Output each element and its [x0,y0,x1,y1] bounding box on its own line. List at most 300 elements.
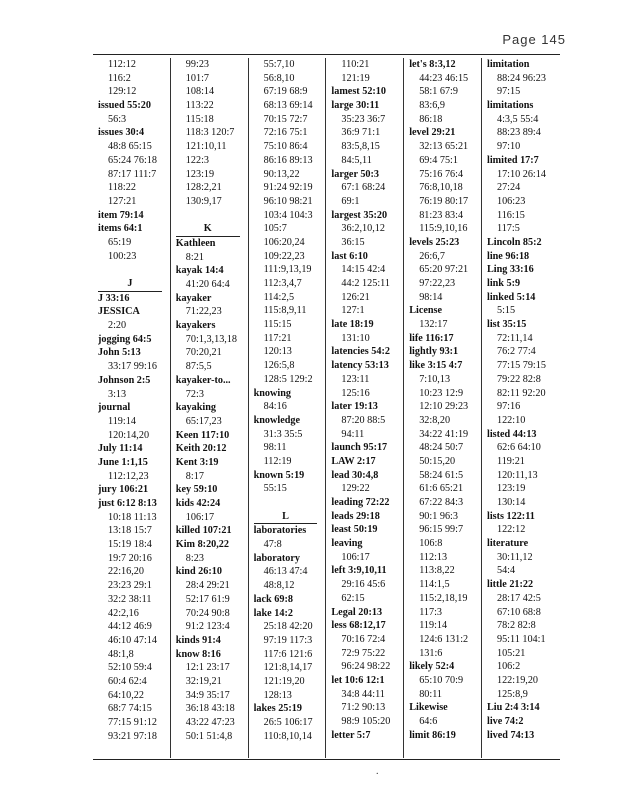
index-reference: 106:2 [496,661,521,673]
index-reference: 96:15 99:7 [419,524,464,536]
index-headword: Lincoln 85:2 [486,236,542,248]
index-headword: Kim 8:20,22 [175,539,229,551]
index-reference: 30:11,12 [496,551,533,563]
index-headword: knowledge [253,414,301,426]
index-reference: 52:17 61:9 [185,593,230,605]
index-reference: 76:2 77:4 [496,346,536,358]
index-headword: launch 95:17 [331,442,388,454]
index-reference: 127:21 [108,195,137,207]
index-reference: 14:15 42:4 [341,264,386,276]
index-headword: lamest 52:10 [331,86,386,98]
index-headword: July 11:14 [98,443,143,455]
index-reference: 97:10 [496,141,521,153]
index-reference: 125:16 [341,387,370,399]
index-reference: 46:13 47:4 [263,566,308,578]
index-reference: 69:4 75:1 [419,154,458,166]
index-reference: 44:12 46:9 [108,621,152,633]
index-reference: 77:15 91:12 [108,717,157,728]
index-column-1 [93,58,171,758]
index-reference: 122:19,20 [496,674,539,686]
index-headword: lived 74:13 [486,729,535,741]
index-headword: just 6:12 8:13 [98,498,157,509]
index-reference: 55:15 [263,483,287,495]
index-reference: 105:7 [263,223,287,235]
index-reference: 98:11 [263,442,287,454]
index-reference: 8:21 [185,251,204,263]
index-reference: 117:21 [263,332,292,344]
index-reference: 67:22 84:3 [419,497,464,508]
index-reference: 13:18 15:7 [108,525,152,537]
index-reference: 34:9 35:17 [185,689,230,701]
index-reference: 95:11 104:1 [496,633,546,645]
index-reference: 67:19 68:9 [263,86,308,98]
index-reference: 10:23 12:9 [419,387,464,399]
index-reference: 115:18 [185,113,214,125]
index-reference: 65:17,23 [185,415,222,427]
index-reference: 101:7 [185,72,210,84]
index-reference: 106:17 [341,551,370,563]
index-reference: 88:23 89:4 [496,127,541,139]
index-headword: little 21:22 [486,579,534,591]
index-reference: 26:5 106:17 [263,717,313,728]
index-reference: 62:15 [341,592,365,604]
index-reference: 17:10 26:14 [496,168,546,180]
index-reference: 44:23 46:15 [419,72,469,84]
index-reference: 117:6 121:6 [263,648,313,660]
index-headword: kayakers [175,320,216,332]
index-headword: linked 5:14 [486,291,536,303]
index-headword: laboratories [253,525,307,537]
index-headword: life 116:17 [409,332,454,344]
index-reference: 50:15,20 [419,455,456,467]
index-reference: 58:24 61:5 [419,469,464,481]
index-reference: 79:22 82:8 [496,373,541,385]
index-reference: 112:19 [263,455,292,467]
index-headword: link 5:9 [486,278,521,289]
index-headword: level 29:21 [409,127,456,139]
index-reference: 32:13 65:21 [419,141,469,153]
index-headword: likely 52:4 [409,661,455,673]
index-headword: LAW 2:17 [331,455,376,467]
index-reference: 83:5,8,15 [341,141,380,153]
index-reference: 76:19 80:17 [419,195,469,207]
index-headword: J 33:16 [98,292,130,304]
index-headword: lightly 93:1 [409,346,459,358]
index-headword: less 68:12,17 [331,620,386,632]
index-reference: 127:1 [341,305,365,317]
index-reference: 118:3 120:7 [185,127,235,139]
index-reference: 28:4 29:21 [185,580,230,592]
index-headword: larger 50:3 [331,168,380,180]
index-reference: 54:4 [496,565,516,577]
index-headword: John 5:13 [98,347,141,359]
index-headword: limitations [486,100,534,112]
index-reference: 15:19 18:4 [108,539,152,551]
index-reference: 55:7,10 [263,59,295,70]
index-reference: 131:10 [341,332,370,344]
index-reference: 124:6 131:2 [419,633,469,645]
index-reference: 96:10 98:21 [263,195,313,207]
index-reference: 109:22,23 [263,250,305,262]
index-reference: 106:20,24 [263,236,305,248]
index-reference: 48:1,8 [108,648,134,660]
index-reference: 84:5,11 [341,154,372,166]
index-headword: Johnson 2:5 [98,374,151,386]
index-reference: 64:6 [419,716,438,727]
index-reference: 96:24 98:22 [341,661,391,673]
index-reference: 46:10 47:14 [108,634,157,646]
index-reference: 62:6 64:10 [496,442,541,454]
index-reference: 2:20 [108,320,127,332]
index-headword: Kent 3:19 [175,456,219,468]
index-reference: 48:24 50:7 [419,442,464,454]
section-letter-heading: J [98,277,162,292]
index-headword: June 1:1,15 [98,456,148,468]
index-reference: 98:14 [419,291,443,303]
index-reference: 70:16 72:4 [341,633,386,645]
index-reference: 88:24 96:23 [496,72,546,84]
index-reference: 42:2,16 [108,607,139,619]
index-reference: 117:3 [419,606,443,618]
index-reference: 90:1 96:3 [419,510,458,522]
index-headword: line 96:18 [486,250,530,262]
index-headword: lack 69:8 [253,593,293,605]
index-reference: 32:2 38:11 [108,593,152,605]
index-reference: 67:1 68:24 [341,182,386,194]
index-reference: 91:2 123:4 [185,621,230,633]
index-headword: License [409,305,443,317]
index-reference: 28:17 42:5 [496,592,541,604]
index-column-2 [171,58,249,758]
index-reference: 82:11 92:20 [496,387,546,399]
index-reference: 70:24 90:8 [185,607,230,619]
index-reference: 120:11,13 [496,469,538,481]
index-reference: 119:14 [108,415,136,427]
index-reference: 25:18 42:20 [263,621,313,633]
index-reference: 58:1 67:9 [419,86,458,98]
index-headword: items 64:1 [98,223,143,235]
index-reference: 90:13,22 [263,168,300,180]
index-headword: kayaking [175,402,216,414]
index-headword: known 5:19 [253,469,305,481]
index-reference: 106:23 [496,195,526,207]
index-reference: 122:12 [496,524,526,536]
index-column-6 [482,58,560,758]
index-headword: listed 44:13 [486,428,537,440]
index-reference: 61:6 65:21 [419,483,464,495]
index-reference: 83:6,9 [419,100,445,112]
index-reference: 117:5 [496,223,520,235]
index-headword: kind 26:10 [175,566,222,578]
index-reference: 87:20 88:5 [341,414,386,426]
index-headword: JESSICA [98,306,140,318]
index-reference: 87:17 111:7 [108,168,157,180]
index-reference: 77:15 79:15 [496,360,546,372]
index-reference: 32:8,20 [419,414,451,426]
index-reference: 8:17 [185,470,204,482]
footer-mark: . [376,766,379,777]
index-reference: 12:10 29:23 [419,401,469,413]
index-reference: 114:2,5 [263,291,295,303]
index-headword: key 59:10 [175,484,218,496]
index-reference: 118:22 [108,182,136,194]
index-reference: 114:1,5 [419,579,450,591]
index-headword: Ling 33:16 [486,264,534,276]
index-reference: 60:4 62:4 [108,675,147,687]
index-reference: 100:23 [108,250,137,262]
index-reference: 44:2 125:11 [341,278,390,289]
index-reference: 64:10,22 [108,689,144,701]
index-reference: 3:13 [108,388,127,400]
index-reference: 97:16 [496,401,521,413]
index-headword: Keith 20:12 [175,443,227,455]
index-reference: 112:12,23 [108,470,149,482]
index-column-3 [249,58,327,758]
index-reference: 29:16 45:6 [341,579,386,591]
index-reference: 120:14,20 [108,429,150,441]
index-reference: 76:8,10,18 [419,182,463,194]
index-reference: 129:12 [108,86,137,98]
index-headword: lakes 25:19 [253,703,302,715]
index-column-4 [326,58,404,758]
index-reference: 123:11 [341,373,370,385]
index-reference: 5:15 [496,305,516,317]
index-reference: 130:9,17 [185,195,222,207]
index-headword: issues 30:4 [98,127,145,139]
index-headword: lead 30:4,8 [331,469,379,481]
index-headword: largest 35:20 [331,209,388,221]
index-reference: 26:6,7 [419,250,445,262]
index-reference: 36:2,10,12 [341,223,385,235]
index-headword: Legal 20:13 [331,606,383,618]
index-reference: 108:14 [185,86,215,98]
index-reference: 106:17 [185,511,215,523]
index-headword: large 30:11 [331,100,380,112]
index-reference: 72:11,14 [496,332,533,344]
index-headword: item 79:14 [98,209,144,221]
index-reference: 47:8 [263,539,282,551]
index-reference: 86:18 [419,113,443,125]
index-reference: 125:8,9 [496,688,528,700]
index-reference [254,496,326,510]
index-headword: kayaker-to... [175,374,231,386]
index-headword: literature [486,538,529,550]
index-reference: 116:2 [108,72,131,84]
index-reference: 19:7 20:16 [108,552,152,564]
index-reference: 50:1 51:4,8 [185,730,233,742]
index-reference: 86:16 89:13 [263,154,313,166]
index-reference: 81:23 83:4 [419,209,464,221]
index-reference: 84:16 [263,401,287,413]
index-headword: issued 55:20 [98,100,151,112]
index-reference: 110:21 [341,59,370,70]
index-headword: limited 17:7 [486,154,539,166]
index-reference: 71:22,23 [185,306,222,318]
index-reference: 112:13 [419,551,448,563]
index-headword: leads 29:18 [331,510,380,522]
index-headword: Likewise [409,702,448,714]
index-reference: 105:21 [496,647,526,659]
index-headword: killed 107:21 [175,525,232,537]
index-reference [176,209,248,223]
index-reference: 65:20 97:21 [419,264,469,276]
index-reference: 121:19 [341,72,370,84]
index-reference: 122:3 [185,154,210,166]
index-headword: kayak 14:4 [175,265,224,277]
index-headword: kayaker [175,292,212,304]
index-headword: jogging 64:5 [98,333,152,345]
index-headword: let 10:6 12:1 [331,674,385,686]
index-reference: 78:2 82:8 [496,620,536,632]
index-reference: 116:15 [496,209,525,221]
index-reference: 67:10 68:8 [496,606,541,618]
index-headword: latency 53:13 [331,360,389,372]
index-reference: 129:22 [341,483,370,495]
index-reference: 91:24 92:19 [263,182,313,194]
index-reference: 115:2,18,19 [419,592,468,604]
index-reference: 128:13 [263,689,292,701]
index-reference: 72:16 75:1 [263,127,308,139]
index-headword: jury 106:21 [98,484,149,496]
index-reference: 68:7 74:15 [108,703,152,715]
index-reference: 48:8,12 [263,580,295,592]
index-reference: 36:9 71:1 [341,127,381,139]
index-reference: 113:8,22 [419,565,455,577]
index-headword: latencies 54:2 [331,346,390,358]
index-reference: 56:3 [108,113,127,125]
index-reference: 132:17 [419,319,448,331]
section-letter-heading: L [254,510,318,525]
index-headword: let's 8:3,12 [409,59,456,70]
index-reference: 97:19 117:3 [263,634,313,646]
index-reference: 121:19,20 [263,675,305,687]
index-reference: 110:8,10,14 [263,730,312,742]
index-reference: 97:22,23 [419,278,456,289]
index-reference [98,263,170,277]
index-headword: lake 14:2 [253,607,293,619]
index-reference: 123:19 [496,483,526,495]
index-reference: 65:19 [108,236,132,248]
index-reference: 75:16 76:4 [419,168,464,180]
index-reference: 71:2 90:13 [341,702,386,714]
index-reference: 69:1 [341,195,360,207]
index-headword: kids 42:24 [175,498,221,509]
index-headword: limitation [486,59,530,70]
index-reference: 8:23 [185,552,204,564]
index-headword: left 3:9,10,11 [331,565,387,577]
index-reference: 41:20 64:4 [185,279,230,290]
index-headword: like 3:15 4:7 [409,360,463,372]
index-reference: 128:5 129:2 [263,373,313,385]
index-reference: 70:20,21 [185,347,222,359]
index-reference: 121:8,14,17 [263,662,313,674]
page-number: Page 145 [502,32,566,47]
word-index-grid [93,58,560,758]
index-reference: 113:22 [185,100,214,112]
index-headword: last 6:10 [331,250,368,262]
index-reference: 72:3 [185,388,204,400]
index-headword: list 35:15 [486,319,527,331]
index-reference: 112:3,4,7 [263,278,302,289]
index-headword: letter 5:7 [331,729,371,741]
top-rule [93,54,560,55]
section-letter-heading: K [176,222,240,237]
index-reference: 103:4 104:3 [263,209,313,221]
index-reference: 70:1,3,13,18 [185,333,238,345]
index-reference: 12:1 23:17 [185,662,230,674]
index-reference: 48:8 65:15 [108,141,152,153]
index-reference: 34:8 44:11 [341,688,385,700]
index-headword: limit 86:19 [409,729,456,741]
index-reference: 33:17 99:16 [108,361,157,373]
index-reference: 72:9 75:22 [341,647,386,659]
index-headword: Liu 2:4 3:14 [486,702,540,714]
index-headword: leaving [331,538,363,550]
index-reference: 56:8,10 [263,72,295,84]
index-reference: 126:5,8 [263,360,295,372]
index-reference: 93:21 97:18 [108,730,157,742]
index-headword: laboratory [253,552,300,564]
index-headword: leading 72:22 [331,497,390,508]
index-reference: 115:8,9,11 [263,305,307,317]
index-reference: 121:10,11 [185,141,227,153]
index-headword: levels 25:23 [409,236,460,248]
index-headword: knowing [253,387,291,399]
index-headword: later 19:13 [331,401,378,413]
index-reference: 87:5,5 [185,361,212,373]
index-reference: 80:11 [419,688,443,700]
index-reference: 128:2,21 [185,182,222,194]
index-reference: 36:15 [341,236,365,248]
index-reference: 23:23 29:1 [108,580,152,592]
index-reference: 112:12 [108,59,136,70]
index-headword: late 18:19 [331,319,374,331]
index-reference: 43:22 47:23 [185,717,235,728]
index-reference: 35:23 36:7 [341,113,386,125]
index-reference: 98:9 105:20 [341,716,391,727]
index-reference: 70:15 72:7 [263,113,308,125]
index-reference: 27:24 [496,182,521,194]
index-reference: 75:10 86:4 [263,141,308,153]
index-reference: 34:22 41:19 [419,428,469,440]
index-reference: 31:3 35:5 [263,428,303,440]
index-reference: 120:13 [263,346,292,358]
index-reference: 65:24 76:18 [108,154,157,166]
index-reference: 115:9,10,16 [419,223,468,235]
index-reference: 131:6 [419,647,443,659]
index-reference: 94:11 [341,428,365,440]
index-column-5 [404,58,482,758]
index-headword: kinds 91:4 [175,634,221,646]
index-reference: 119:21 [496,455,525,467]
index-headword: journal [98,402,131,414]
index-reference: 99:23 [185,59,210,70]
bottom-rule [93,759,560,760]
index-reference: 111:9,13,19 [263,264,312,276]
index-reference: 122:10 [496,414,526,426]
index-reference: 36:18 43:18 [185,703,235,715]
index-reference: 10:18 11:13 [108,511,157,523]
index-reference: 65:10 70:9 [419,674,464,686]
index-reference: 126:21 [341,291,370,303]
index-reference: 123:19 [185,168,215,180]
index-headword: Keen 117:10 [175,429,230,441]
index-headword: live 74:2 [486,716,524,727]
index-reference: 130:14 [496,497,526,508]
index-headword: Kathleen [175,237,216,249]
index-reference: 115:15 [263,319,292,331]
index-reference: 7:10,13 [419,373,451,385]
